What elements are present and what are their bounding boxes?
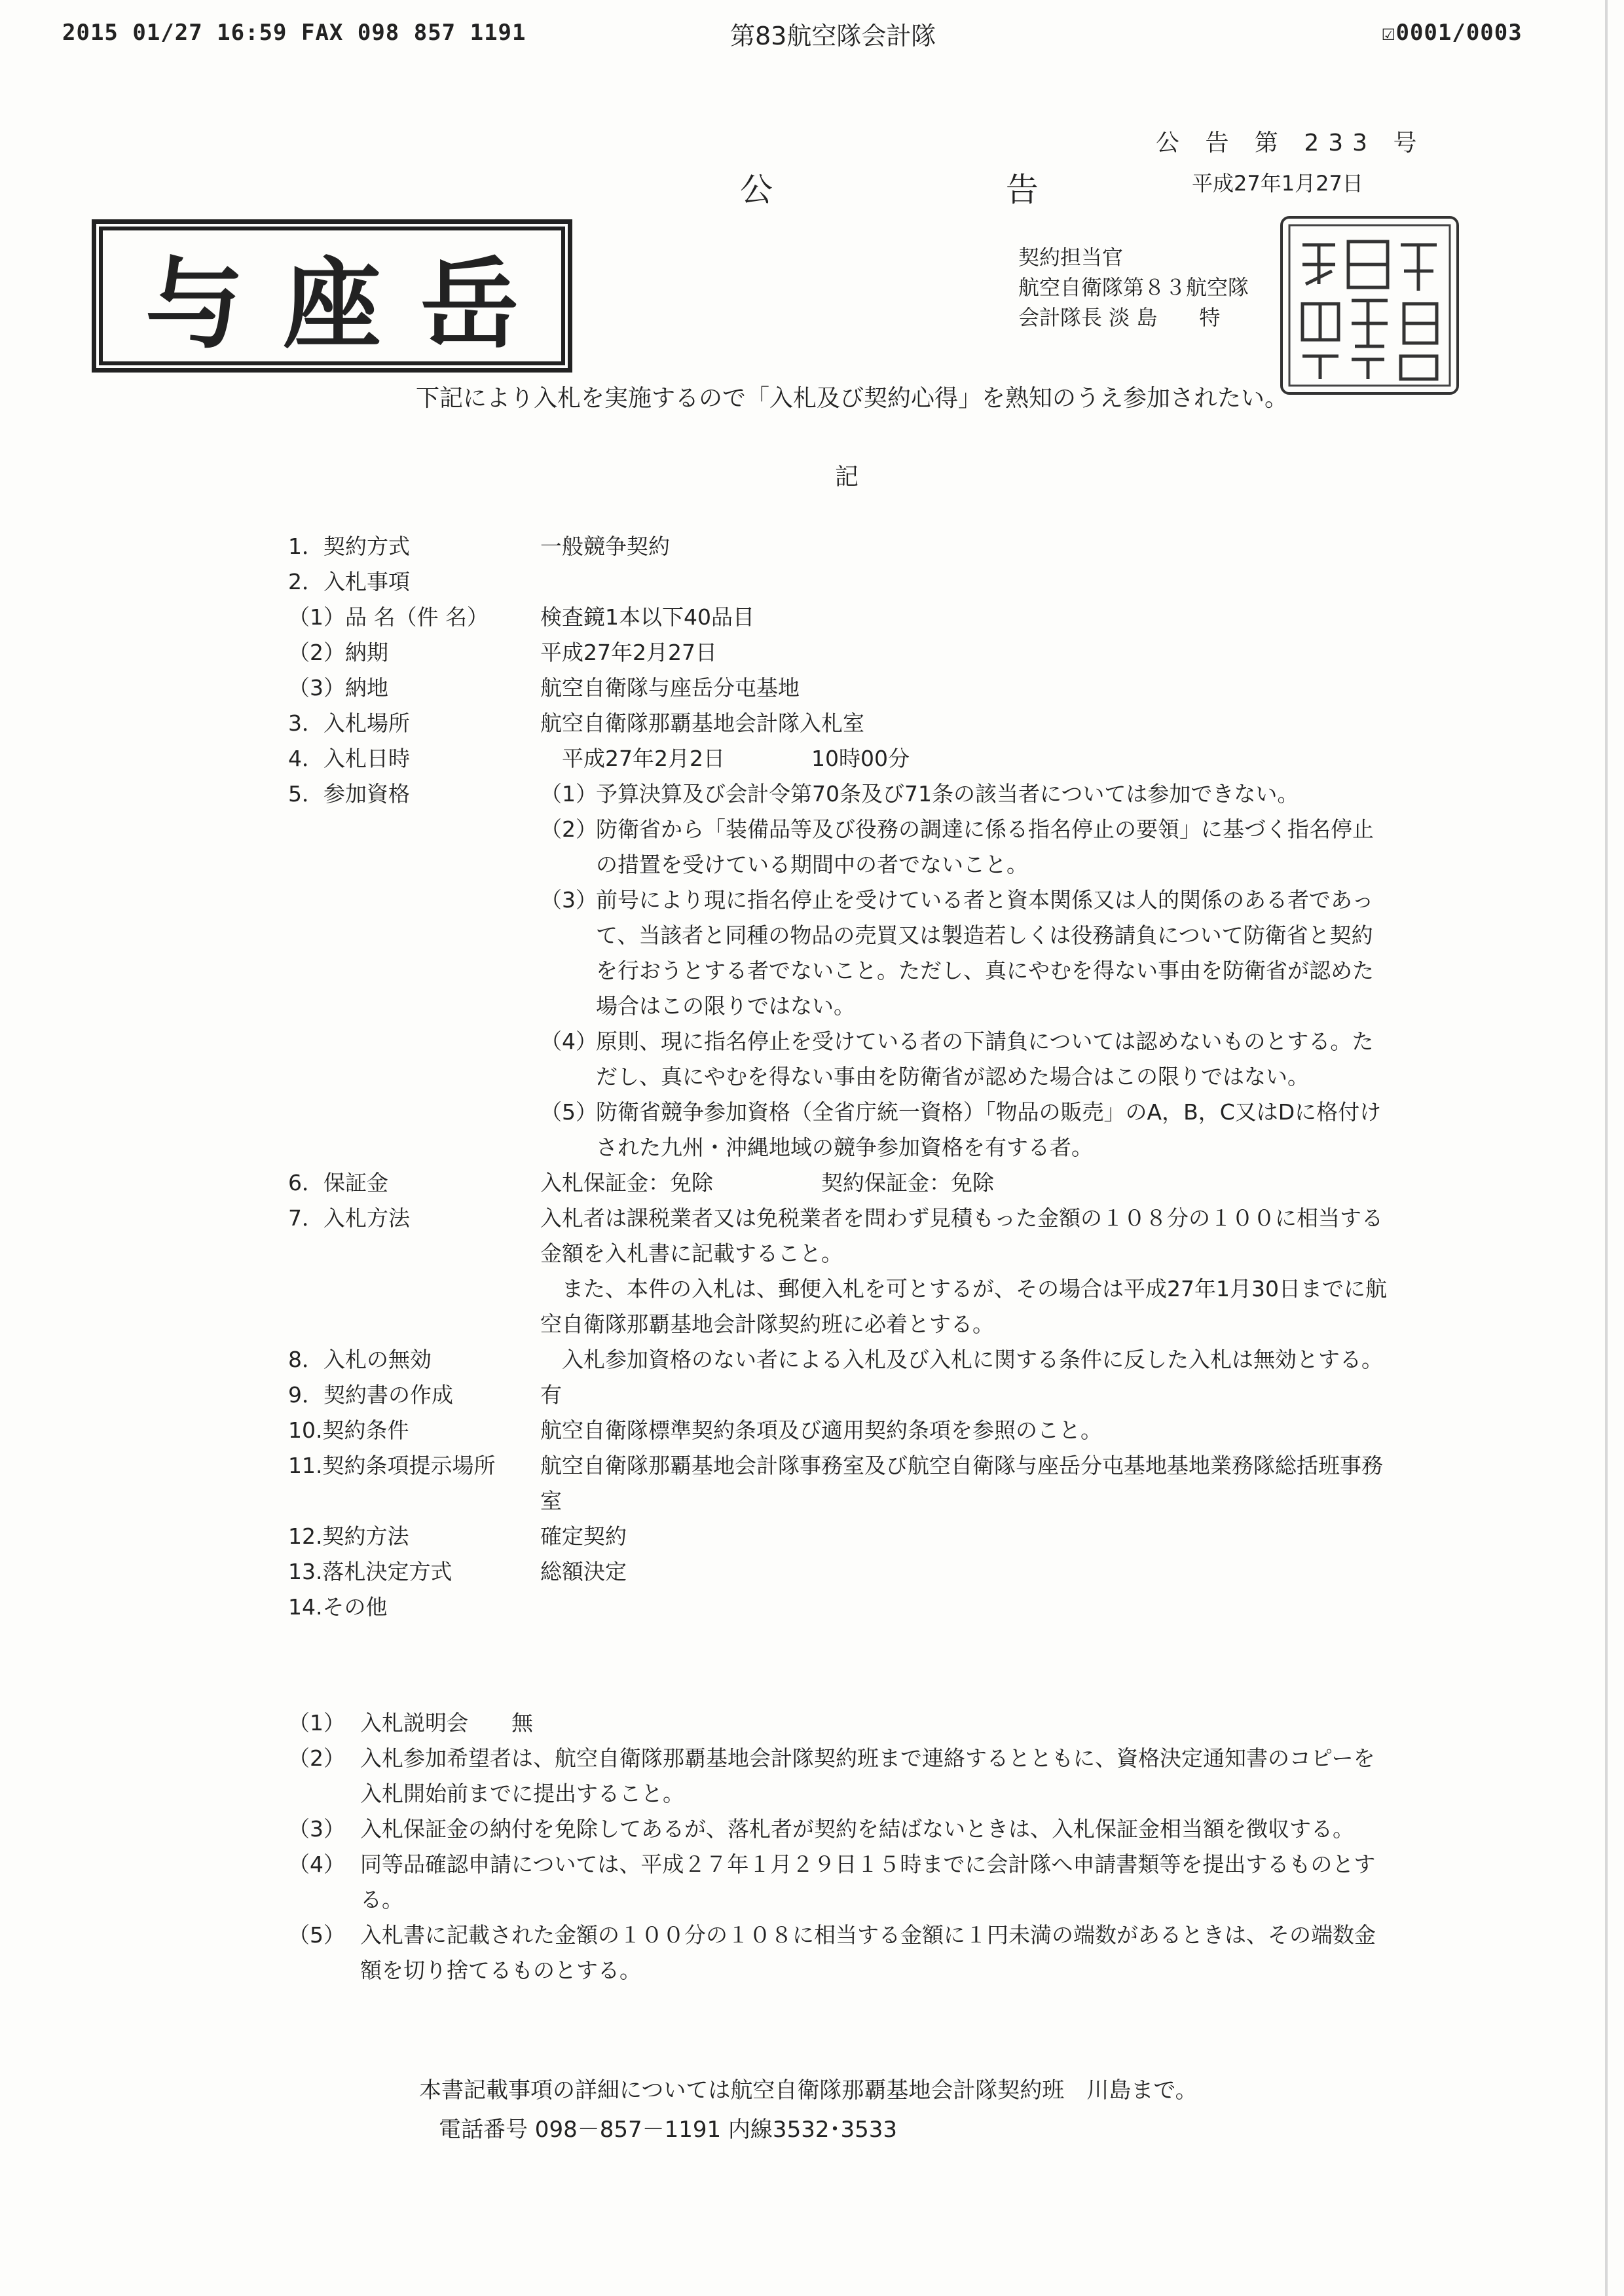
item-9: [288, 1377, 1388, 1413]
item-label: 13.落札決定方式: [288, 1559, 452, 1584]
item-value: 航空自衛隊那覇基地会計隊事務室及び航空自衛隊与座岳分屯基地基地業務隊総括班事務室: [540, 1453, 1383, 1514]
qualification-5: [540, 1095, 1388, 1165]
item-value: 平成27年2月27日: [540, 640, 717, 665]
other-text: 同等品確認申請については、平成２７年１月２９日１５時までに会計隊へ申請書類等を提出するものとする。: [360, 1851, 1376, 1912]
location-stamp: [92, 219, 572, 373]
item-2-2: [288, 635, 1388, 670]
qualification-4: [540, 1024, 1388, 1095]
other-1: [288, 1705, 1388, 1741]
item-label: （1）品 名（件 名）: [288, 604, 489, 630]
fax-sender: 第83航空隊会計隊: [730, 22, 936, 50]
item-label: 5．参加資格: [288, 781, 410, 807]
qualification-text: 防衛省競争参加資格（全省庁統一資格）「物品の販売」のA，B，C又はDに格付けされた九州・沖縄地域の競争参加資格を有する者。: [596, 1099, 1382, 1160]
list-number: （4）: [288, 1851, 345, 1877]
qualification-text: 原則、現に指名停止を受けている者の下請負については認めないものとする。ただし、真にやむを得ない事由を防衛省が認めた場合はこの限りではない。: [596, 1029, 1374, 1089]
notice-date: 平成27年1月27日: [1192, 171, 1363, 196]
item-11: [288, 1448, 1388, 1519]
item-value: 航空自衛隊標準契約条項及び適用契約条項を参照のこと。: [540, 1417, 1102, 1443]
other-5: [288, 1918, 1388, 1988]
item-label: 4．入札日時: [288, 746, 410, 771]
contact-note: 本書記載事項の詳細については航空自衛隊那覇基地会計隊契約班 川島まで。: [419, 2077, 1198, 2104]
item-2: [288, 564, 1388, 600]
qualification-text: 予算決算及び会計令第70条及び71条の該当者については参加できない。: [596, 781, 1299, 807]
qualification-3: [540, 883, 1388, 1024]
item-value: 入札参加資格のない者による入札及び入札に関する条件に反した入札は無効とする。: [540, 1347, 1383, 1372]
item-value: 航空自衛隊与座岳分屯基地: [540, 675, 800, 701]
contracting-officer: [1018, 242, 1249, 333]
list-number: （2）: [288, 1745, 345, 1771]
page-title: 公 告: [740, 171, 1150, 209]
bid-method-text: 入札者は課税業者又は免税業者を問わず見積もった金額の１０８分の１００に相当する金額を入札書に記載すること。: [540, 1205, 1383, 1266]
qualification-1: [540, 776, 1388, 812]
item-label: 7．入札方法: [288, 1205, 410, 1231]
list-number: （1）: [288, 1710, 345, 1736]
item-label: 10.契約条件: [288, 1417, 409, 1443]
item-label: 14.その他: [288, 1594, 388, 1620]
item-label: （3）納地: [288, 675, 388, 701]
list-number: （3）: [540, 887, 597, 913]
item-label: 1．契約方式: [288, 534, 410, 559]
postal-bid-text: また、本件の入札は、郵便入札を可とするが、その場合は平成27年1月30日までに航空自衛隊那覇基地会計隊契約班に必着とする。: [540, 1276, 1387, 1337]
item-label: 12.契約方法: [288, 1523, 409, 1549]
item-2-1: [288, 600, 1388, 635]
item-12: [288, 1519, 1388, 1554]
other-3: [288, 1812, 1388, 1847]
item-value: 入札保証金：免除 契約保証金：免除: [540, 1170, 994, 1195]
notice-number: 公 告 第 233 号: [1156, 130, 1426, 156]
item-13: [288, 1554, 1388, 1590]
other-2: [288, 1741, 1388, 1812]
fax-page-count: ☑0001/0003: [1382, 20, 1522, 46]
other-4: [288, 1847, 1388, 1918]
item-label: 9．契約書の作成: [288, 1382, 453, 1408]
item-value: 平成27年2月2日 10時00分: [540, 746, 910, 771]
item-label: （2）納期: [288, 640, 388, 665]
item-label: 11.契約条項提示場所: [288, 1453, 496, 1478]
item-value: 検査鏡1本以下40品目: [540, 604, 754, 630]
officer-title: 契約担当官: [1018, 245, 1124, 270]
item-3: [288, 706, 1388, 741]
scan-edge: [1605, 0, 1608, 2296]
item-label: 6．保証金: [288, 1170, 388, 1195]
item-value: 確定契約: [540, 1523, 627, 1549]
item-14: [288, 1590, 1388, 1625]
qualification-2: [540, 812, 1388, 883]
other-text: 入札説明会 無: [360, 1710, 533, 1736]
qualification-text: 前号により現に指名停止を受けている者と資本関係又は人的関係のある者であって、当該者と同種の物品の売買又は製造若しくは役務請負について防衛省と契約を行おうとする者でないこと。ただし、真にやむを得ない事由を防衛省が認めた場合はこの限りではない。: [596, 887, 1374, 1019]
item-4: [288, 741, 1388, 776]
item-value: [540, 1201, 1388, 1342]
item-label: 3．入札場所: [288, 710, 410, 736]
officer-name: 会計隊長 淡 島 特: [1018, 305, 1221, 330]
list-number: （3）: [288, 1816, 345, 1842]
item-value: 有: [540, 1382, 562, 1408]
list-number: （5）: [288, 1922, 345, 1948]
intro-text: 下記により入札を実施するので「入札及び契約心得」を熟知のうえ参加されたい。: [416, 385, 1289, 412]
item-10: [288, 1413, 1388, 1448]
item-label: 8．入札の無効: [288, 1347, 432, 1372]
other-items: [288, 1705, 1388, 1988]
item-label: 2．入札事項: [288, 569, 410, 594]
other-text: 入札書に記載された金額の１００分の１０８に相当する金額に１円未満の端数があるときは、その端数金額を切り捨てるものとする。: [360, 1922, 1376, 1983]
item-7: [288, 1201, 1388, 1342]
phone-number: 電話番号 098－857－1191 内線3532･3533: [439, 2117, 897, 2143]
qualification-text: 防衛省から「装備品等及び役務の調達に係る指名停止の要領」に基づく指名停止の措置を受けている期間中の者でないこと。: [596, 816, 1374, 877]
item-2-3: [288, 670, 1388, 706]
list-number: （4）: [540, 1029, 597, 1054]
list-number: （5）: [540, 1099, 597, 1125]
fax-header-left: 2015 01/27 16:59 FAX 098 857 1191: [62, 20, 526, 46]
ki-heading: 記: [835, 464, 859, 490]
location-stamp-text: 与座岳: [145, 248, 558, 362]
item-value: 一般競争契約: [540, 534, 670, 559]
list-number: （2）: [540, 816, 597, 842]
bid-items: [288, 529, 1388, 1625]
item-8: [288, 1342, 1388, 1377]
official-seal: [1280, 216, 1459, 395]
item-5: [288, 776, 1388, 1165]
officer-unit: 航空自衛隊第８３航空隊: [1018, 275, 1249, 300]
other-text: 入札参加希望者は、航空自衛隊那覇基地会計隊契約班まで連絡するとともに、資格決定通知書のコピーを入札開始前までに提出すること。: [360, 1745, 1375, 1806]
qualification-list: [540, 776, 1388, 1165]
item-value: 総額決定: [540, 1559, 627, 1584]
item-1: [288, 529, 1388, 564]
list-number: （1）: [540, 781, 597, 807]
item-6: [288, 1165, 1388, 1201]
item-value: 航空自衛隊那覇基地会計隊入札室: [540, 710, 864, 736]
other-text: 入札保証金の納付を免除してあるが、落札者が契約を結ばないときは、入札保証金相当額を徴収する。: [360, 1816, 1354, 1842]
